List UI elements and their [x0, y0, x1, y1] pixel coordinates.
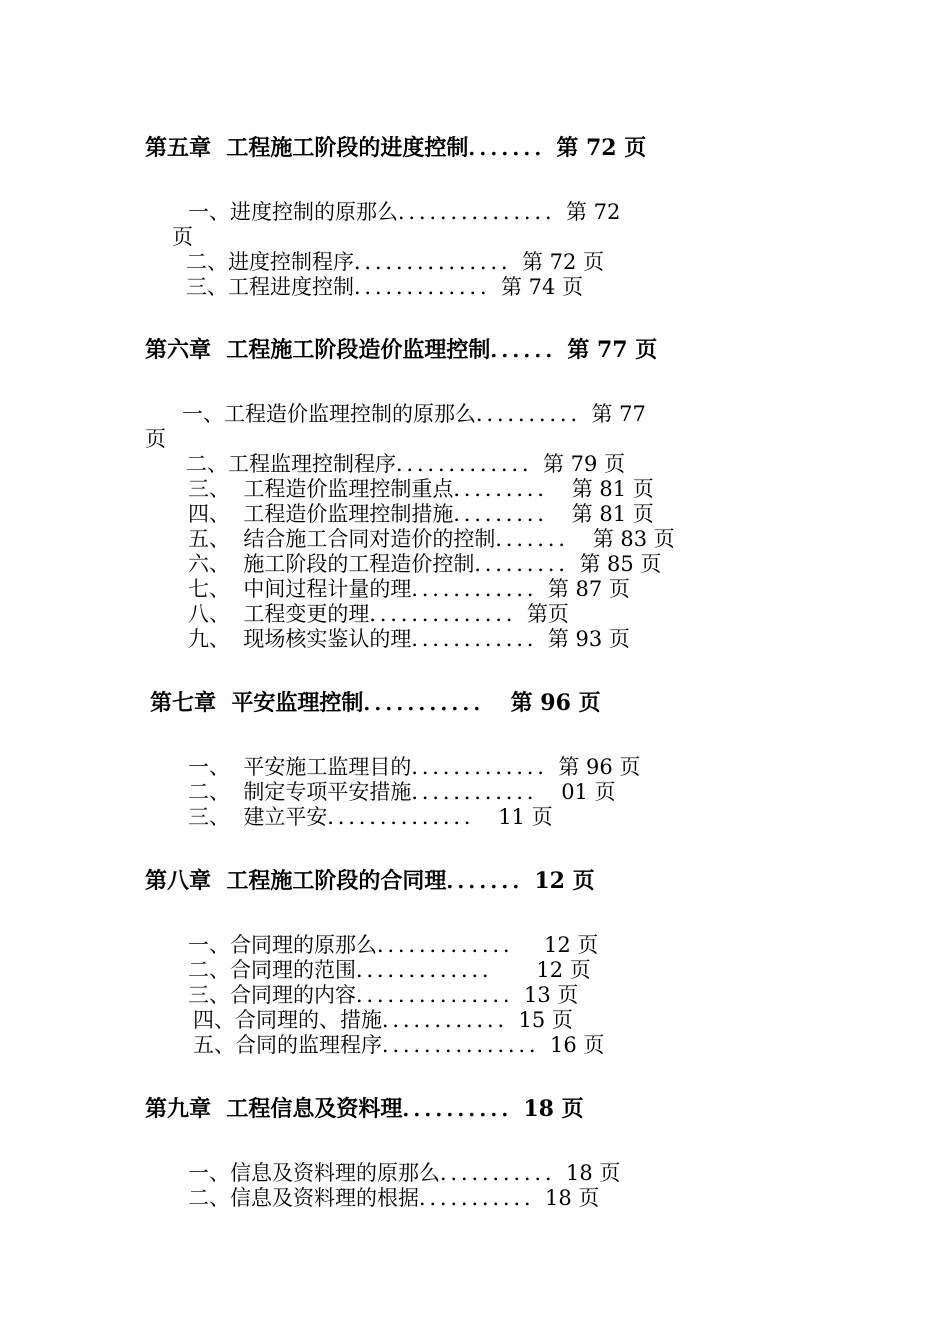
toc-entry: 一、信息及资料理的原那么．．．．．．．．．．．18 页	[188, 1161, 621, 1185]
toc-entry: 二、进度控制程序．．．．．．．．．．．．．．．第 72 页	[186, 250, 605, 274]
toc-entry: 一、进度控制的原那么．．．．．．．．．．．．．．．第 72	[188, 200, 621, 224]
toc-entry: 四、 工程造价监理控制措施．．．．．．．．． 第 81 页	[188, 502, 654, 526]
toc-entry: 九、 现场核实鉴认的理．．．．．．．．．．．．第 93 页	[188, 627, 630, 651]
toc-entry: 二、合同理的范围．．．．．．．．．．．．． 12 页	[188, 958, 591, 982]
chapter-8-heading: 第八章 工程施工阶段的合同理．．．．．．．12 页	[145, 868, 595, 894]
toc-entry: 六、 施工阶段的工程造价控制．．．．．．．．．第 85 页	[188, 552, 662, 576]
toc-entry-wrap: 页	[172, 225, 193, 249]
toc-entry: 一、工程造价监理控制的原那么．．．．．．．．．．第 77	[182, 402, 646, 426]
toc-entry: 二、工程监理控制程序．．．．．．．．．．．．．第 79 页	[186, 452, 626, 476]
toc-entry: 二、 制定专项平安措施．．．．．．．．．．．． 01 页	[188, 780, 616, 804]
chapter-5-heading: 第五章 工程施工阶段的进度控制．．．．．．．第 72 页	[145, 135, 647, 161]
chapter-9-heading: 第九章 工程信息及资料理．．．．．．．．．．18 页	[145, 1096, 584, 1122]
toc-entry: 三、 工程造价监理控制重点．．．．．．．．． 第 81 页	[188, 477, 654, 501]
toc-entry: 三、合同理的内容．．．．．．．．．．．．．．．13 页	[188, 983, 579, 1007]
toc-entry-wrap: 页	[145, 427, 166, 451]
toc-entry: 五、 结合施工合同对造价的控制．．．．．．． 第 83 页	[188, 527, 675, 551]
toc-entry: 三、工程进度控制．．．．．．．．．．．．．第 74 页	[186, 275, 584, 299]
toc-entry: 一、合同理的原那么．．．．．．．．．．．．． 12 页	[188, 933, 599, 957]
toc-entry: 四、合同理的、措施．．．．．．．．．．．．15 页	[193, 1008, 573, 1032]
toc-entry: 二、信息及资料理的根据．．．．．．．．．．．18 页	[188, 1186, 600, 1210]
toc-entry: 五、合同的监理程序．．．．．．．．．．．．．．．16 页	[193, 1033, 605, 1057]
toc-entry: 八、 工程变更的理．．．．．．．．．．．．．．第页	[188, 602, 569, 626]
chapter-6-heading: 第六章 工程施工阶段造价监理控制．．．．．．第 77 页	[145, 337, 658, 363]
toc-entry: 一、 平安施工监理目的．．．．．．．．．．．．．第 96 页	[188, 755, 641, 779]
toc-entry: 三、 建立平安．．．．．．．．．．．．．． 11 页	[188, 805, 553, 829]
chapter-7-heading: 第七章 平安监理控制．．．．．．．．．．． 第 96 页	[150, 690, 601, 716]
toc-entry: 七、 中间过程计量的理．．．．．．．．．．．．第 87 页	[188, 577, 630, 601]
